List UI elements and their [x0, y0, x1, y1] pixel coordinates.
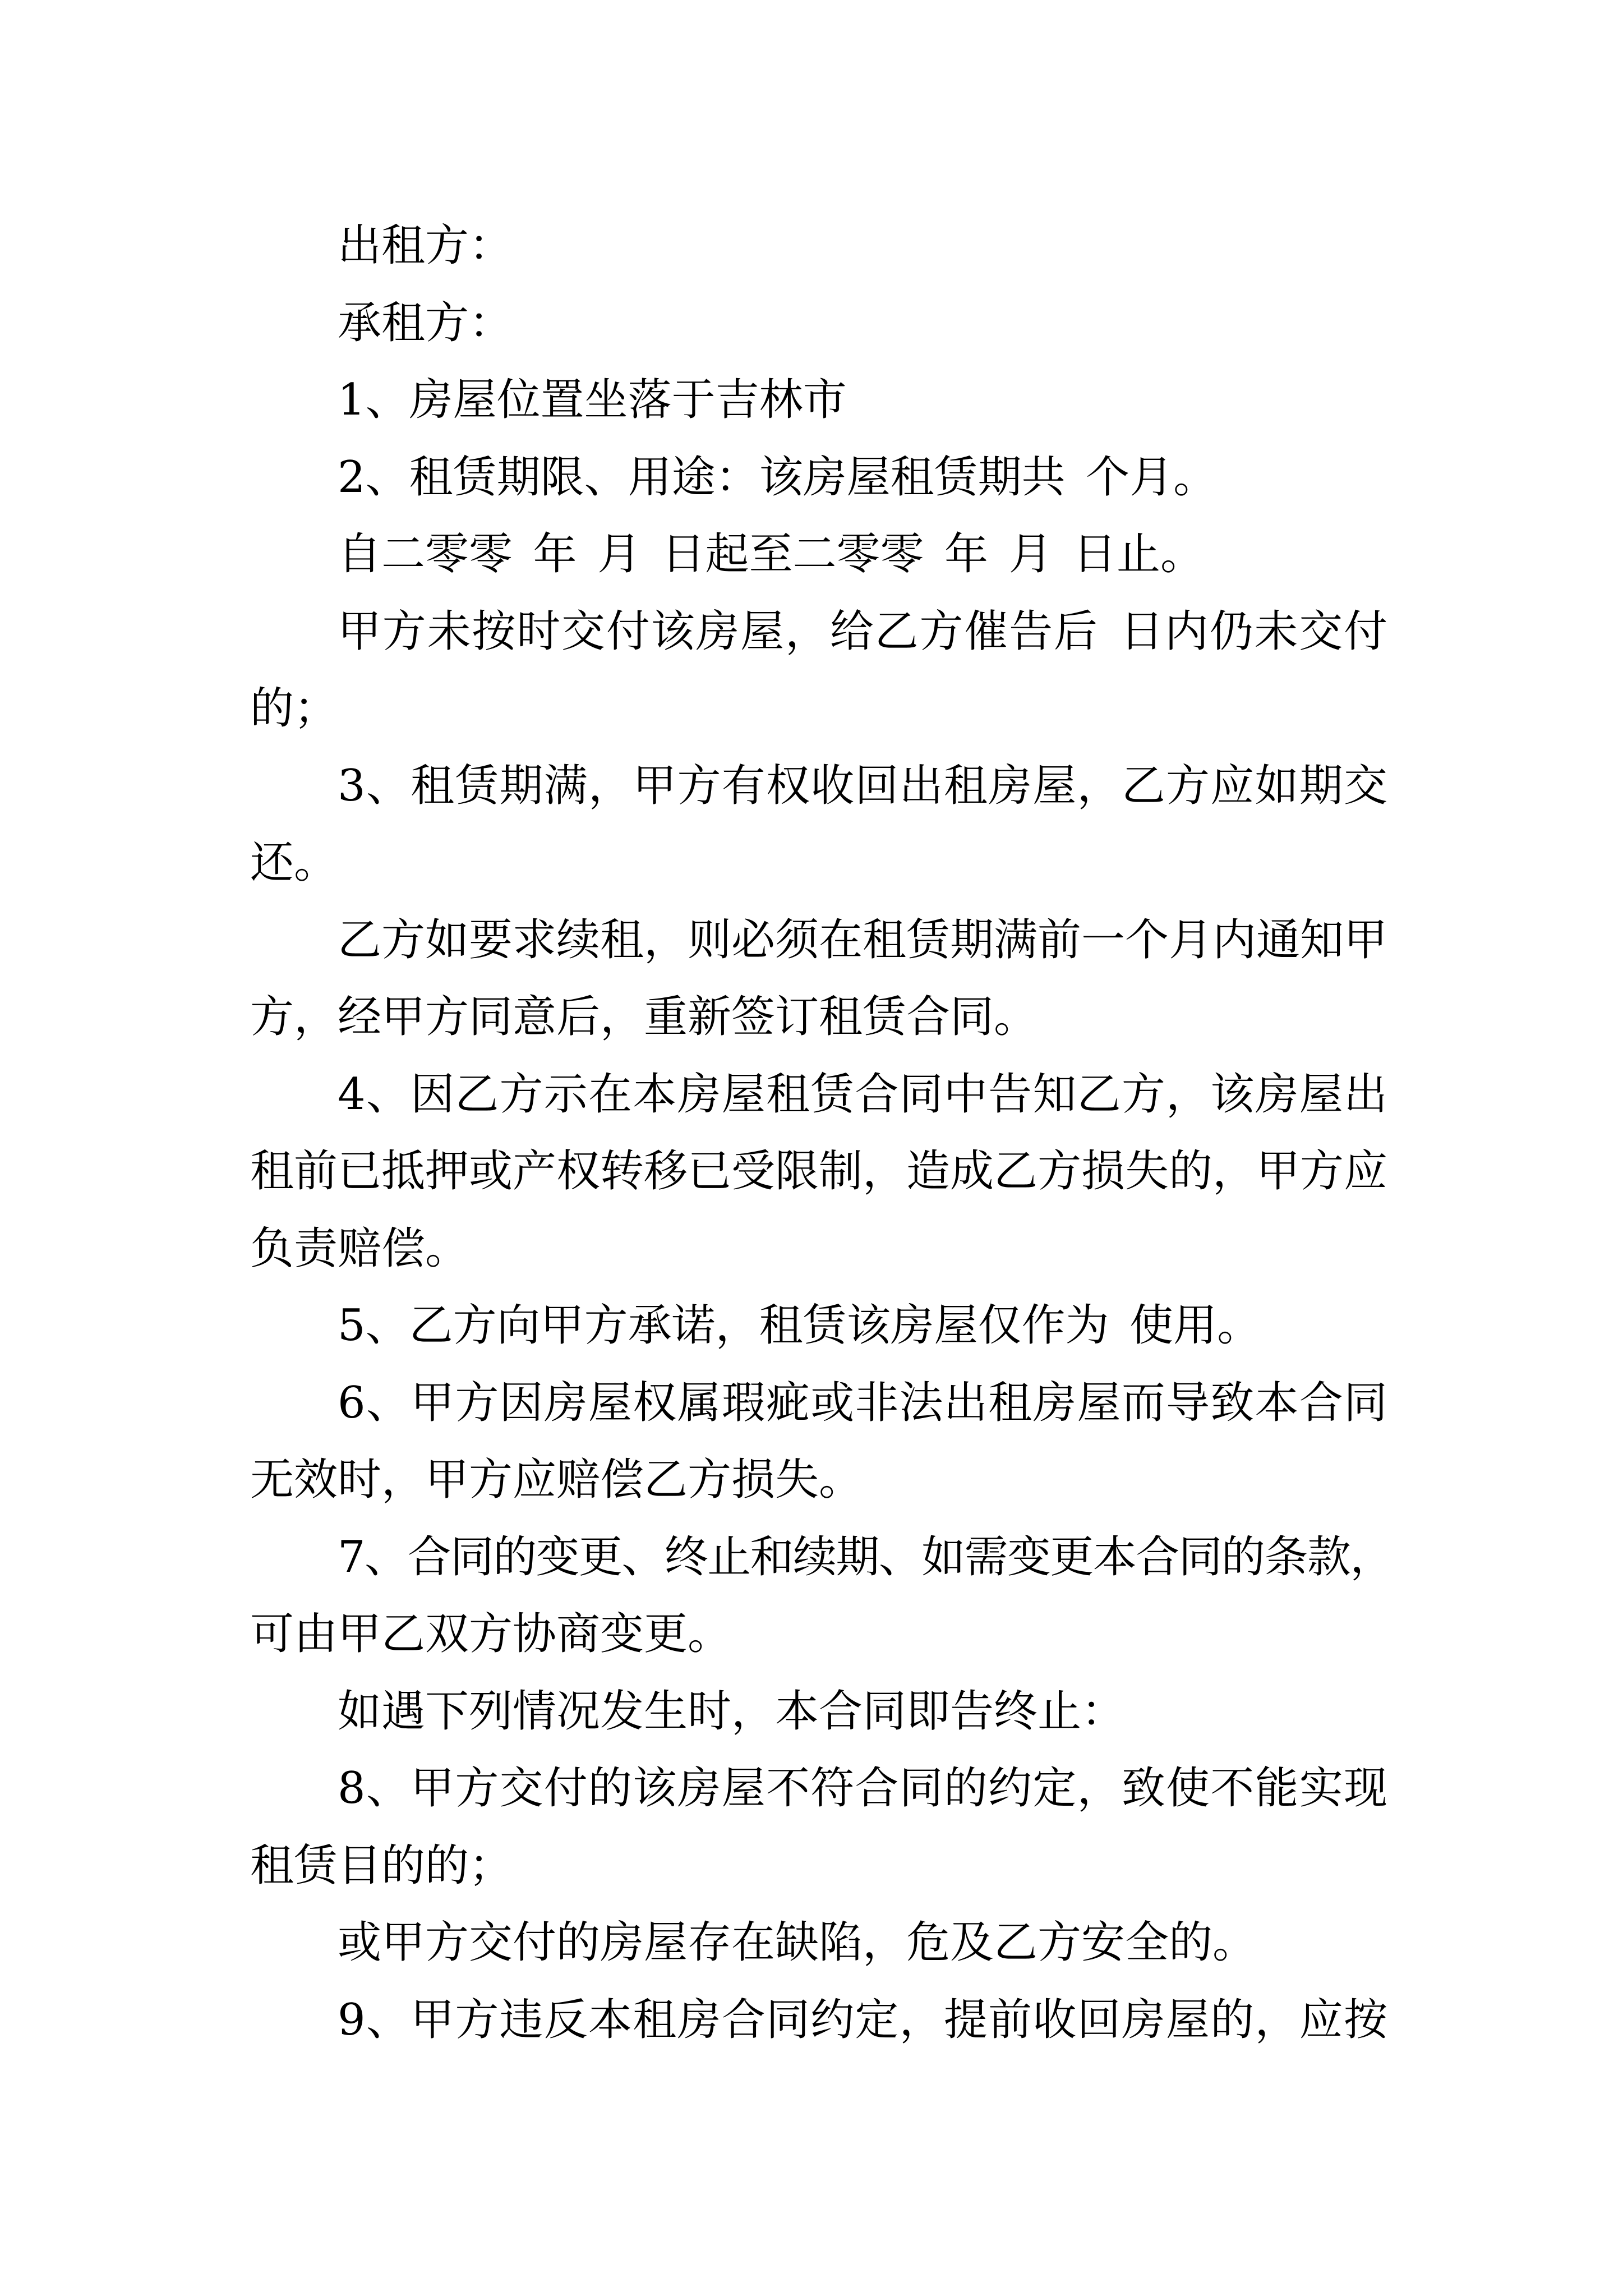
text-line: 如遇下列情况发生时，本合同即告终止： [338, 1686, 1126, 1737]
text-line: 方，经甲方同意后，重新签订租赁合同。 [250, 992, 1038, 1042]
text-line: 自二零零 年 月 日起至二零零 年 月 日止。 [338, 529, 1204, 579]
text-line: 9、甲方违反本租房合同约定，提前收回房屋的，应按 [338, 1994, 1387, 2045]
clause-5-usage-promise [250, 1287, 1387, 1365]
text-line: 租前已抵押或产权转移已受限制，造成乙方损失的，甲方应 [250, 1146, 1388, 1197]
clause-8-nonconforming-delivery [250, 1750, 1387, 1904]
clause-9-early-repossession [250, 1982, 1387, 2059]
text-line: 负责赔偿。 [250, 1223, 469, 1274]
text-line: 无效时，甲方应赔偿乙方损失。 [250, 1455, 863, 1505]
contract-body [250, 208, 1393, 2059]
clause-4-mortgage-disclosure [250, 1056, 1387, 1288]
clause-2-term-use [250, 439, 1387, 517]
text-line: 乙方如要求续租，则必须在租赁期满前一个月内通知甲 [338, 914, 1388, 965]
text-line: 8、甲方交付的该房屋不符合同的约定，致使不能实现 [338, 1763, 1387, 1814]
text-line: 1、房屋位置坐落于吉林市 [338, 375, 847, 425]
text-line: 5、乙方向甲方承诺，租赁该房屋仅作为 使用。 [338, 1300, 1261, 1351]
delivery-delay-clause [250, 593, 1387, 748]
renewal-clause [250, 902, 1387, 1056]
text-line: 出租方： [338, 220, 513, 271]
lease-period-dates [250, 516, 1387, 593]
lessee-label [250, 285, 1387, 362]
text-line: 6、甲方因房屋权属瑕疵或非法出租房屋而导致本合同 [338, 1377, 1387, 1428]
clause-6-title-defect [250, 1365, 1387, 1519]
text-line: 甲方未按时交付该房屋，给乙方催告后 日内仍未交付 [338, 606, 1387, 657]
text-line: 承租方： [338, 297, 513, 348]
text-line: 还。 [250, 838, 338, 888]
text-line: 可由甲乙双方协商变更。 [250, 1609, 732, 1659]
text-line: 3、租赁期满，甲方有权收回出租房屋，乙方应如期交 [338, 760, 1387, 811]
defect-danger-clause [250, 1904, 1387, 1982]
text-line: 2、租赁期限、用途：该房屋租赁期共 个月。 [338, 452, 1218, 503]
clause-1-location [250, 362, 1387, 439]
clause-3-lease-expiry [250, 748, 1387, 902]
lessor-label [250, 208, 1387, 285]
text-line: 或甲方交付的房屋存在缺陷，危及乙方安全的。 [338, 1917, 1257, 1968]
text-line: 的； [250, 683, 338, 734]
termination-conditions-intro [250, 1673, 1387, 1751]
clause-7-contract-changes [250, 1519, 1393, 1673]
text-line: 4、因乙方示在本房屋租赁合同中告知乙方，该房屋出 [338, 1069, 1387, 1120]
text-line: 租赁目的的； [250, 1840, 513, 1891]
text-line: 7、合同的变更、终止和续期、如需变更本合同的条款， [338, 1531, 1393, 1582]
